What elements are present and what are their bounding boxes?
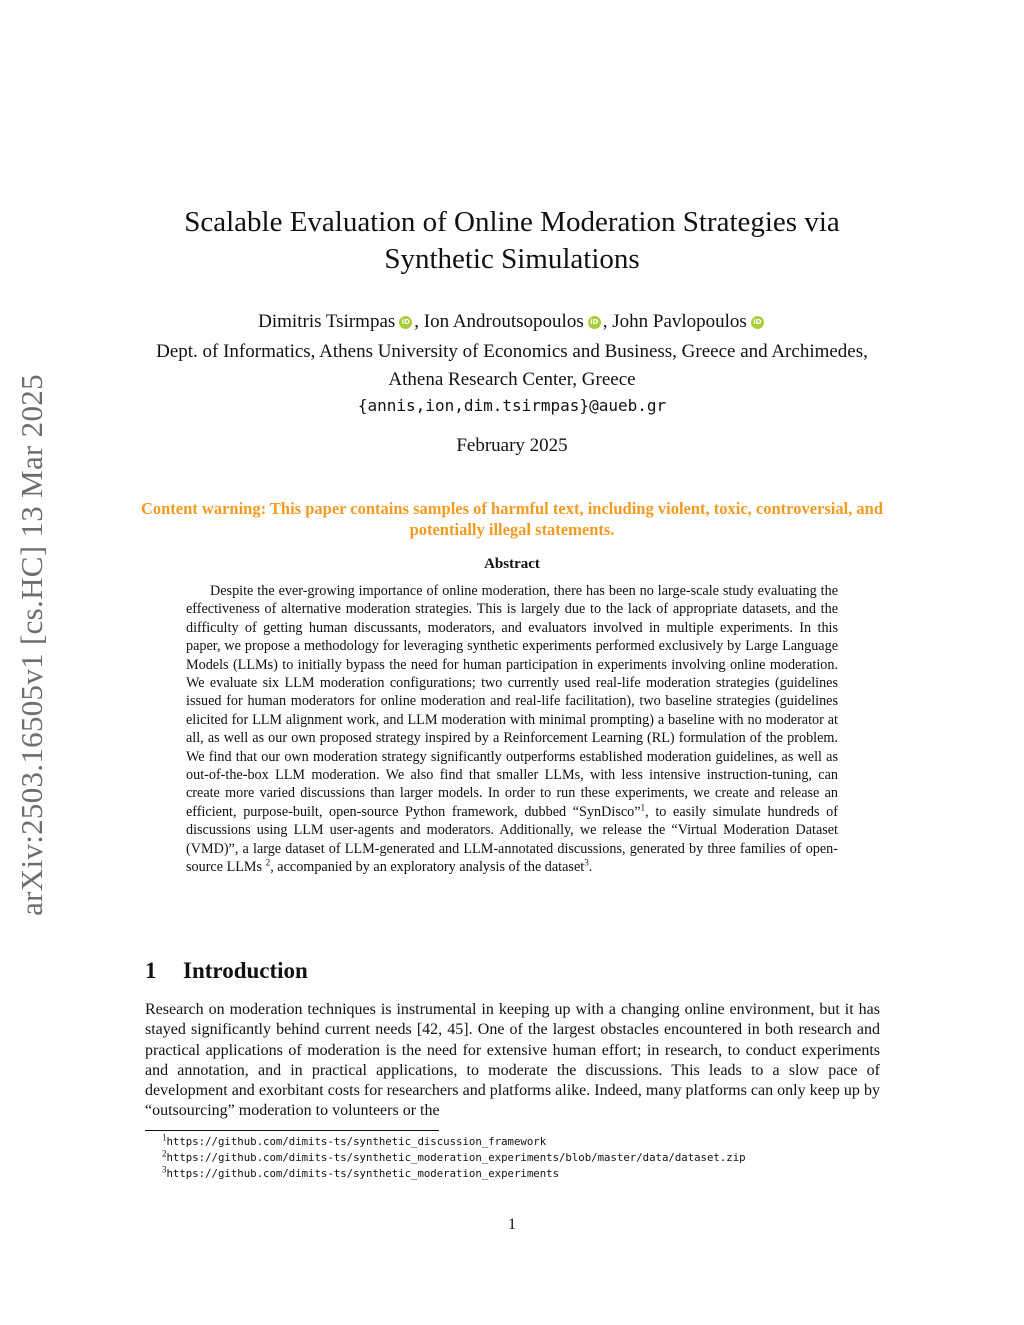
- content-warning: Content warning: This paper contains samples of harmful text, including violent, toxic, controversial, and potentially illegal statements.: [140, 499, 884, 539]
- orcid-icon[interactable]: iD: [588, 316, 601, 329]
- affiliation: Dept. of Informatics, Athens University of Economics and Business, Greece and Archimedes, Athena Research Center, Greece: [156, 341, 868, 390]
- footnote-mark: 1: [162, 1132, 167, 1143]
- footnote-mark: 2: [162, 1148, 167, 1159]
- abstract-heading: Abstract: [484, 556, 540, 572]
- footnote: [162, 1134, 746, 1150]
- abstract-part: , accompanied by an exploratory analysis of the dataset: [270, 859, 585, 876]
- footnote-link[interactable]: https://github.com/dimits-ts/synthetic_moderation_experiments: [166, 1167, 559, 1180]
- footnote-ref[interactable]: 2: [265, 857, 271, 868]
- section-heading: [145, 958, 308, 984]
- arxiv-sidebar-stamp: [4, 350, 60, 940]
- paper-title: Scalable Evaluation of Online Moderation Strategies via Synthetic Simulations: [184, 206, 840, 275]
- abstract-part: , to easily simulate hundreds of discussions using LLM user-agents and moderators. Additionally, we release the “Virtual Moderation Dataset (VMD)”, a large dataset of LLM-generated and LLM-annotated discussions, generated by three families of open-source LLMs: [186, 803, 838, 876]
- footnote-mark: 3: [162, 1164, 167, 1175]
- footnote-ref[interactable]: 3: [584, 857, 589, 868]
- author-name: Dimitris Tsirmpas: [258, 311, 396, 332]
- author-name: Ion Androutsopoulos: [423, 311, 584, 332]
- author-name: John Pavlopoulos: [612, 311, 747, 332]
- page-number: 1: [508, 1216, 516, 1233]
- section-title: Introduction: [183, 958, 308, 983]
- section-number: 1: [145, 958, 157, 983]
- orcid-icon[interactable]: iD: [399, 316, 412, 329]
- footnote: [162, 1166, 746, 1182]
- footnote-link[interactable]: https://github.com/dimits-ts/synthetic_discussion_framework: [166, 1135, 547, 1148]
- footnote: [162, 1150, 746, 1166]
- abstract-part: Despite the ever-growing importance of online moderation, there has been no large-scale study evaluating the effectiveness of alternative moderation strategies. This is largely due to the lack of appropriate datasets, and the difficulty of getting human discussants, moderators, and evaluators involved in multiple experiments. In this paper, we propose a methodology for leveraging synthetic experiments performed exclusively by Large Language Models (LLMs) to initially bypass the need for human participation in experiments involving online moderation. We evaluate six LLM moderation configurations; two currently used real-life moderation strategies (guidelines issued for human moderators for online moderation and real-life facilitation), two baseline strategies (guidelines elicited for LLM alignment work, and LLM moderation with minimal prompting) a baseline with no moderator at all, as well as our own proposed strategy inspired by a Reinforcement Learning (RL) formulation of the problem. We find that our own moderation strategy significantly outperforms established moderation guidelines, as well as out-of-the-box LLM moderation. We also find that smaller LLMs, with less intensive instruction-tuning, can create more varied discussions than larger models. In order to run these experiments, we create and release an efficient, purpose-built, open-source Python framework, dubbed “SynDisco”: [186, 583, 838, 820]
- publication-date: February 2025: [456, 435, 568, 456]
- author-separator: ,: [602, 311, 613, 332]
- author-email: {annis,ion,dim.tsirmpas}@aueb.gr: [357, 396, 667, 415]
- footnote-ref[interactable]: 1: [640, 802, 646, 813]
- introduction-text: Research on moderation techniques is instrumental in keeping up with a changing online environment, but it has stayed significantly behind current needs [42, 45]. One of the largest obstacles encountered in both research and practical applications of moderation is the need for extensive human effort; in research, to conduct experiments and annotation, and in practical applications, to moderate the discussions. This leads to a slow pace of development and exorbitant costs for researchers and platforms alike. Indeed, many platforms can only keep up by “outsourcing” moderation to volunteers or the: [145, 1001, 880, 1120]
- abstract-text: [186, 582, 838, 877]
- abstract-part: .: [588, 859, 593, 876]
- orcid-icon[interactable]: iD: [751, 316, 764, 329]
- footnote-link[interactable]: https://github.com/dimits-ts/synthetic_moderation_experiments/blob/master/data/dataset.zip: [166, 1151, 746, 1164]
- footnotes: [162, 1134, 746, 1182]
- author-separator: ,: [414, 311, 424, 332]
- arxiv-id: arXiv:2503.16505v1 [cs.HC] 13 Mar 2025: [14, 374, 49, 916]
- author-list: [130, 311, 894, 333]
- footnote-divider: [145, 1130, 439, 1131]
